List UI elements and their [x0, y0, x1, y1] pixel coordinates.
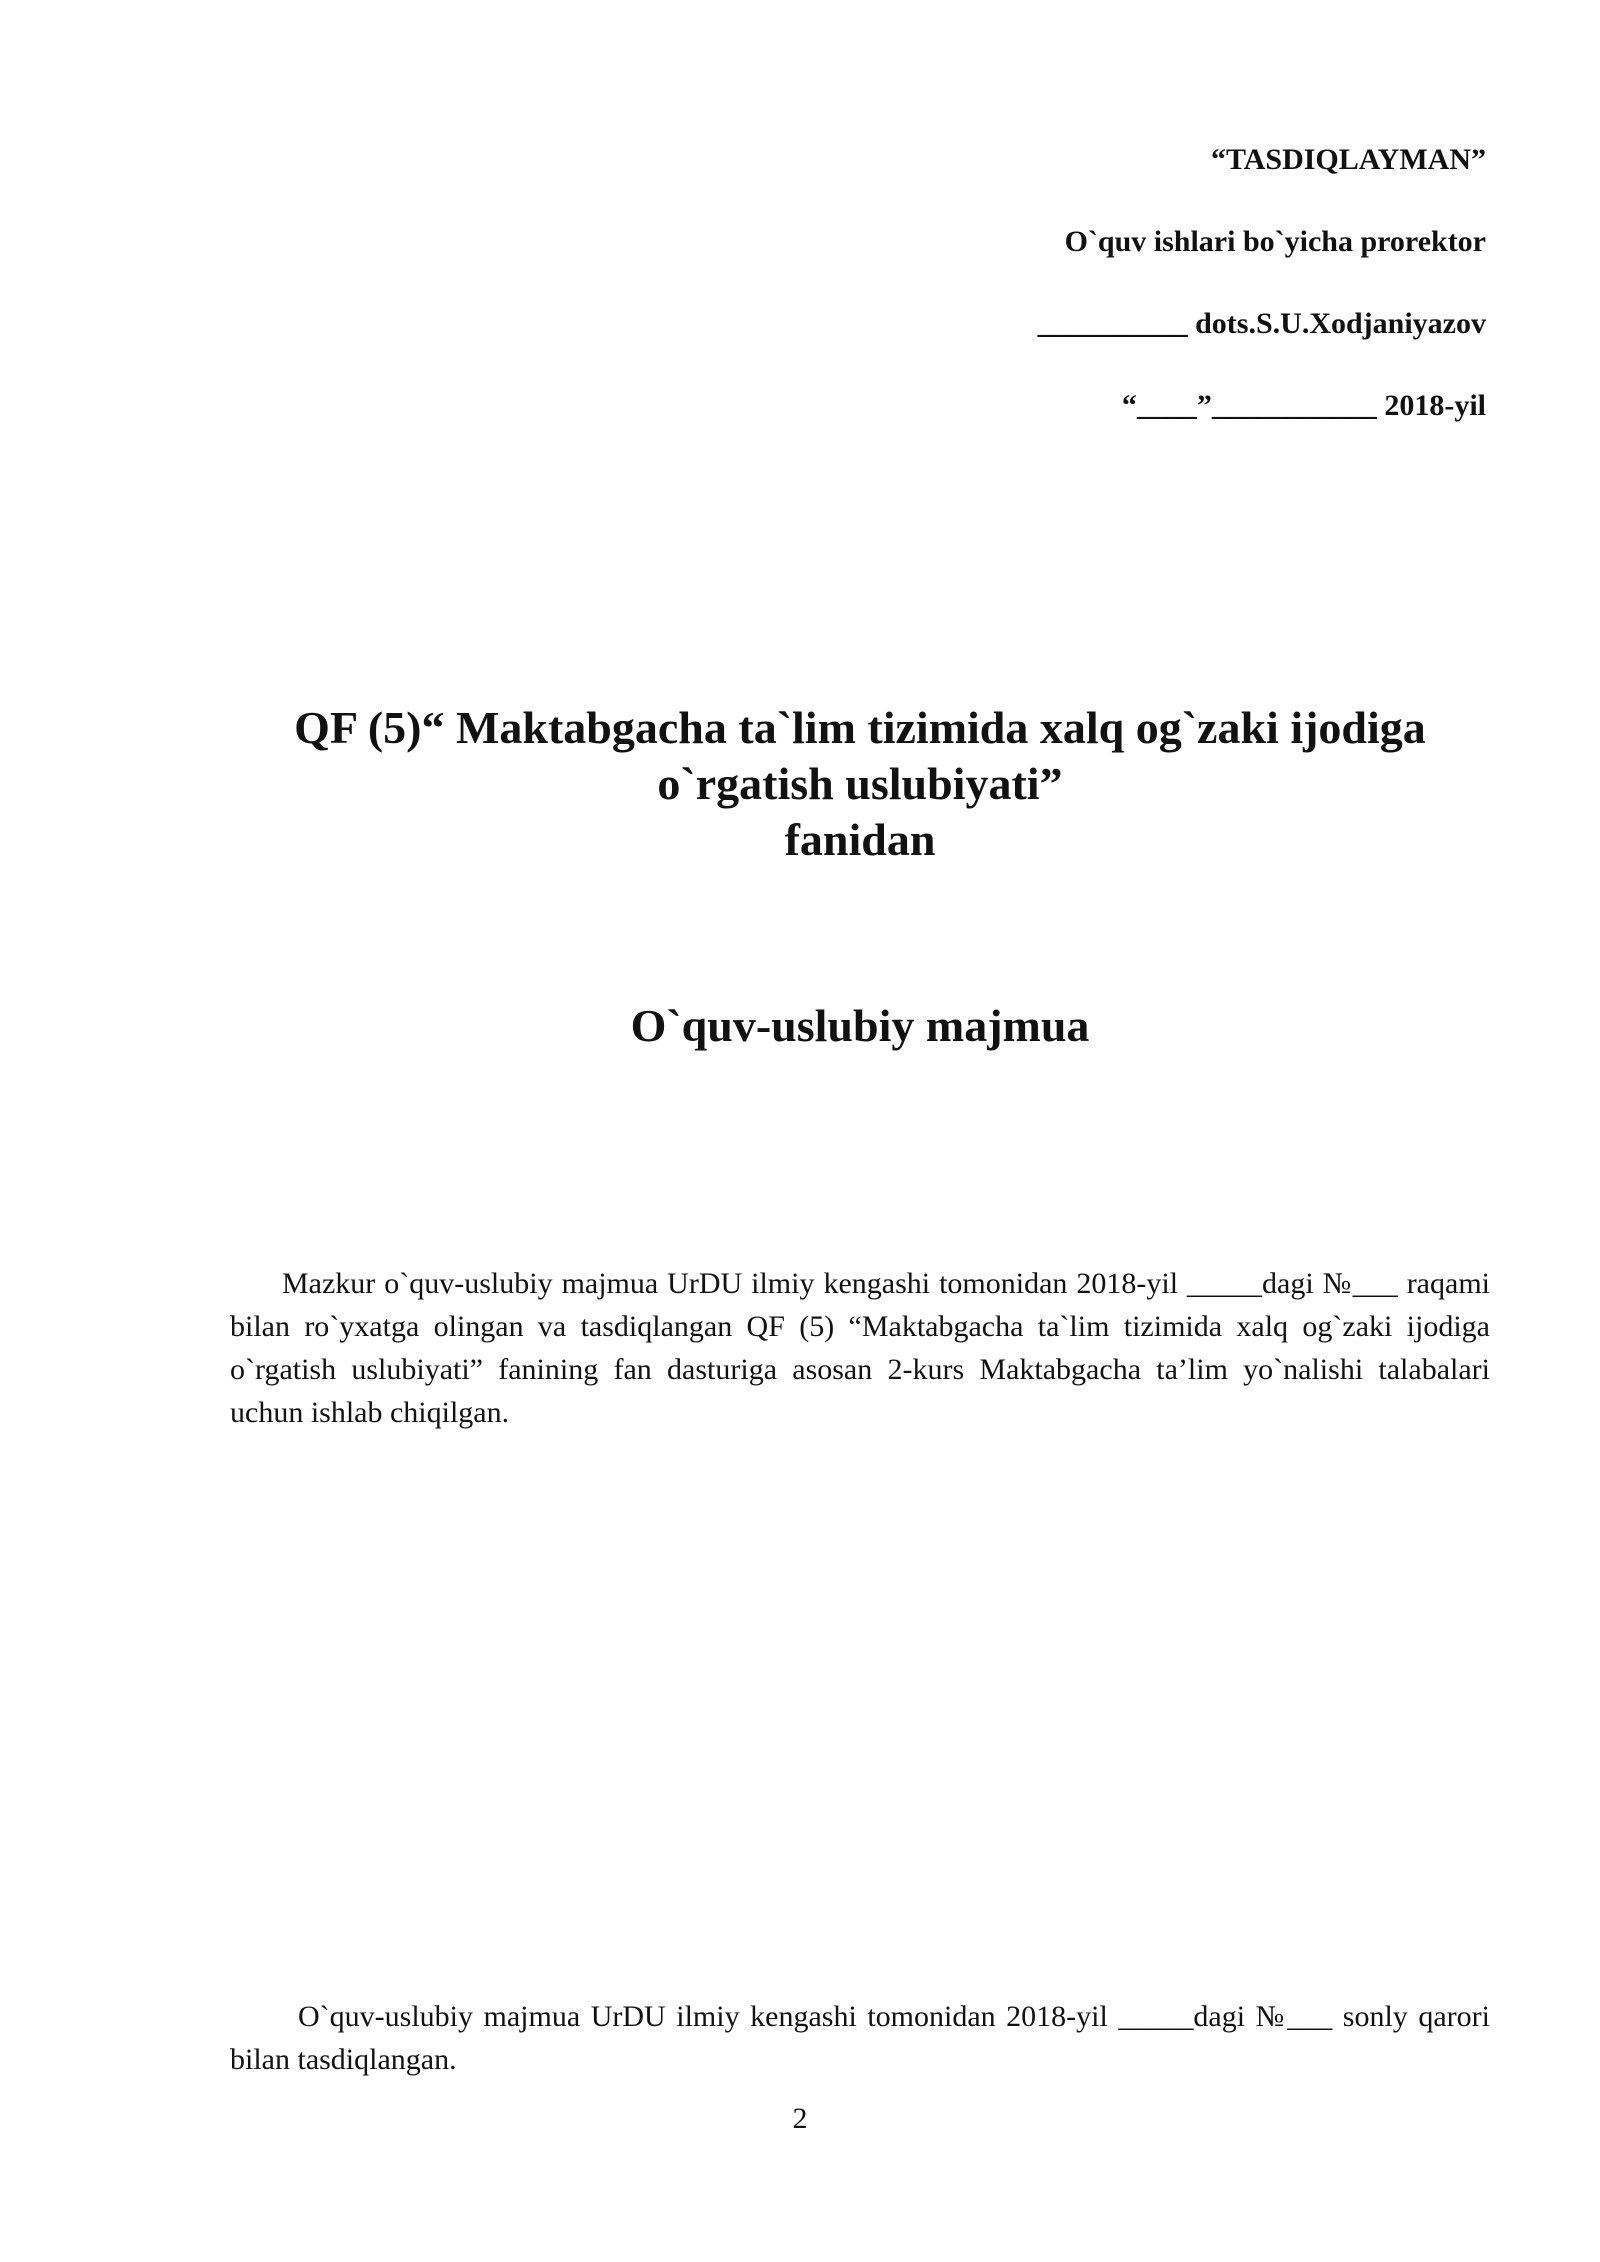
- approval-block: [1038, 145, 1486, 421]
- description-paragraph: Mazkur o`quv-uslubiy majmua UrDU ilmiy kengashi tomonidan 2018-yil _____dagi №___ raqami bilan ro`yxatga olingan va tasdiqlangan QF (5) “Maktabgacha ta`lim tizimida xalq og`zaki ijodiga o`rgatish uslubiyati” fanining fan dasturiga asosan 2-kurs Maktabgacha ta’lim yo`nalishi talabalari uchun ishlab chiqilgan.: [230, 1267, 1490, 1429]
- approval-note-paragraph: O`quv-uslubiy majmua UrDU ilmiy kengashi tomonidan 2018-yil _____dagi №___ sonly qarori bilan tasdiqlangan.: [230, 2000, 1490, 2076]
- course-title-line-1: QF (5)“ Maktabgacha ta`lim tizimida xalq og`zaki ijodiga: [294, 702, 1426, 753]
- approval-heading: “TASDIQLAYMAN”: [1210, 143, 1486, 176]
- approval-position: O`quv ishlari bo`yicha prorektor: [1064, 225, 1486, 258]
- course-title: [230, 700, 1490, 868]
- document-subtitle: O`quv-uslubiy majmua: [630, 1000, 1090, 1051]
- course-title-line-3: fanidan: [784, 814, 936, 865]
- approval-date: “____”___________ 2018-yil: [1121, 389, 1486, 422]
- approval-signature: __________ dots.S.U.Xodjaniyazov: [1037, 307, 1486, 340]
- course-title-line-2: o`rgatish uslubiyati”: [657, 758, 1063, 809]
- page-number: 2: [792, 2102, 808, 2135]
